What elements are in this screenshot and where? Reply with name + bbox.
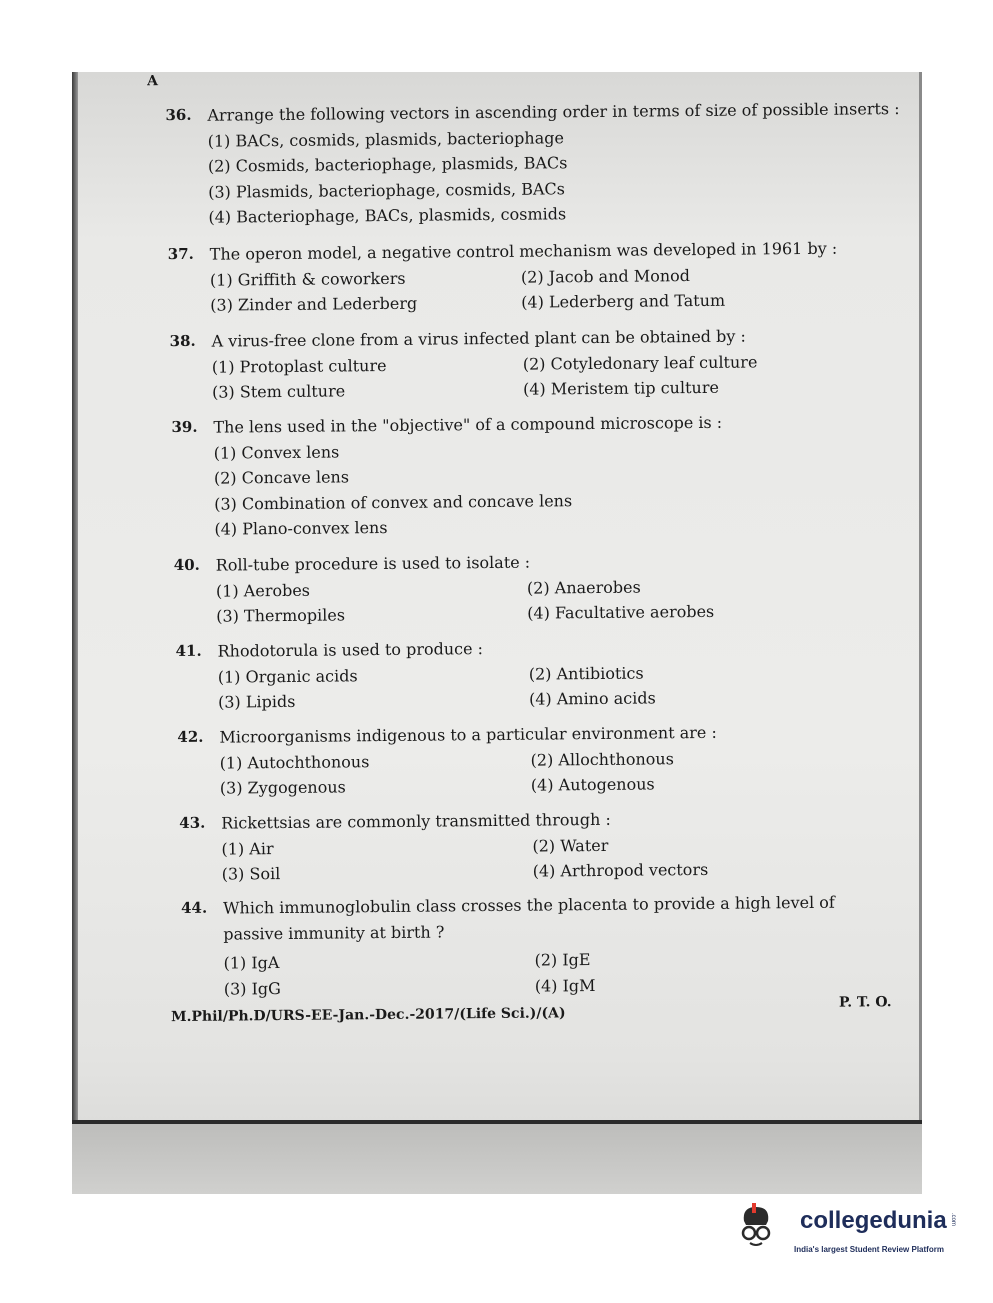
option-3: (3) Stem culture: [211, 381, 346, 402]
options-grid: [215, 575, 715, 630]
scanned-page: [72, 72, 922, 1194]
options-list: [214, 435, 724, 542]
question-36: [165, 96, 900, 231]
option-4: (4) Bacteriophage, BACs, plasmids, cosmids: [208, 204, 567, 227]
option-1: (1) Air: [221, 838, 274, 859]
scan-bottom-margin: [72, 1124, 922, 1194]
option-1: (1) Autochthonous: [219, 751, 370, 773]
options-list: [208, 122, 901, 231]
option-2: (2) Concave lens: [213, 467, 350, 488]
option-4: (4) Meristem tip culture: [522, 377, 719, 399]
question-40: [173, 550, 715, 631]
option-4: (4) Lederberg and Tatum: [521, 290, 726, 312]
question-stem: Rickettsias are commonly transmitted through :: [221, 809, 611, 833]
option-2: (2) Cosmids, bacteriophage, plasmids, BACs: [207, 153, 568, 176]
option-2: (2) Allochthonous: [530, 748, 674, 770]
question-stem: Which immunoglobulin class crosses the placenta to provide a high level of passive immunity at birth ?: [222, 892, 835, 944]
option-1: (1) Aerobes: [215, 580, 311, 601]
option-1: (1) Griffith & coworkers: [209, 268, 406, 290]
option-4: (4) Plano-convex lens: [214, 517, 388, 539]
option-3: (3) IgG: [223, 978, 281, 999]
brand-tagline: India's largest Student Review Platform: [794, 1245, 944, 1254]
option-2: (2) Antibiotics: [528, 663, 644, 684]
option-1: (1) Organic acids: [217, 665, 358, 687]
option-4: (4) Facultative aerobes: [527, 601, 715, 623]
question-number: 43.: [179, 813, 206, 833]
options-grid: [220, 745, 718, 802]
option-3: (3) Plasmids, bacteriophage, cosmids, BACs: [208, 178, 566, 202]
paper-set-letter: A: [147, 73, 159, 90]
options-grid: [211, 349, 758, 406]
question-number: 37.: [167, 244, 194, 264]
brand-name: collegedunia: [800, 1207, 947, 1234]
question-stem: Arrange the following vectors in ascending order in terms of size of possible inserts :: [207, 99, 900, 125]
option-3: (3) Zinder and Lederberg: [210, 293, 418, 315]
question-number: 39.: [171, 417, 198, 437]
question-stem: A virus-free clone from a virus infected plant can be obtained by :: [211, 326, 746, 351]
please-turn-over: P. T. O.: [838, 994, 892, 1011]
options-grid: [223, 944, 893, 1002]
option-2: (2) Water: [532, 835, 609, 856]
question-number: 41.: [175, 641, 202, 661]
option-1: (1) BACs, cosmids, plasmids, bacteriophage: [207, 127, 565, 151]
paper-code: M.Phil/Ph.D/URS-EE-Jan.-Dec.-2017/(Life Sci.)/(A): [170, 1005, 566, 1026]
question-number: 44.: [180, 898, 208, 917]
question-44: [181, 889, 894, 1003]
question-stem: Rhodotorula is used to produce :: [217, 639, 484, 661]
question-38: [169, 324, 758, 407]
option-3: (3) Soil: [221, 864, 281, 884]
question-43: [179, 807, 709, 889]
options-grid: [217, 662, 656, 717]
question-stem: Roll-tube procedure is used to isolate :: [215, 552, 531, 575]
option-3: (3) Lipids: [217, 691, 296, 712]
question-42: [177, 720, 717, 803]
question-number: 42.: [177, 727, 204, 747]
question-41: [175, 636, 656, 716]
option-4: (4) Arthropod vectors: [532, 859, 709, 881]
question-paper: [72, 72, 922, 1120]
question-stem: Microorganisms indigenous to a particular environment are :: [219, 722, 717, 747]
option-2: (2) Anaerobes: [526, 577, 641, 598]
question-number: 36.: [165, 105, 192, 125]
option-4: (4) Autogenous: [530, 774, 655, 795]
option-2: (2) Cotyledonary leaf culture: [522, 351, 758, 374]
option-1: (1) Convex lens: [213, 441, 340, 463]
question-37: [168, 236, 838, 320]
mascot-icon: [738, 1203, 776, 1253]
option-4: (4) Amino acids: [528, 688, 656, 709]
question-number: 40.: [173, 555, 200, 575]
option-2: (2) IgE: [534, 950, 591, 970]
option-3: (3) Combination of convex and concave lens: [214, 490, 573, 514]
collegedunia-logo: [760, 1205, 960, 1265]
question-stem: The lens used in the "objective" of a compound microscope is :: [213, 412, 723, 437]
option-3: (3) Zygogenous: [219, 777, 346, 798]
options-grid: [221, 832, 709, 888]
option-2: (2) Jacob and Monod: [520, 265, 691, 287]
question-39: [171, 410, 723, 543]
option-4: (4) IgM: [534, 975, 596, 996]
option-1: (1) IgA: [223, 953, 280, 973]
option-3: (3) Thermopiles: [216, 605, 346, 626]
question-number: 38.: [169, 331, 196, 351]
options-grid: [210, 261, 838, 319]
question-stem: The operon model, a negative control mechanism was developed in 1961 by :: [209, 238, 838, 264]
option-1: (1) Protoplast culture: [211, 355, 387, 377]
brand-suffix: .com: [950, 1213, 956, 1227]
